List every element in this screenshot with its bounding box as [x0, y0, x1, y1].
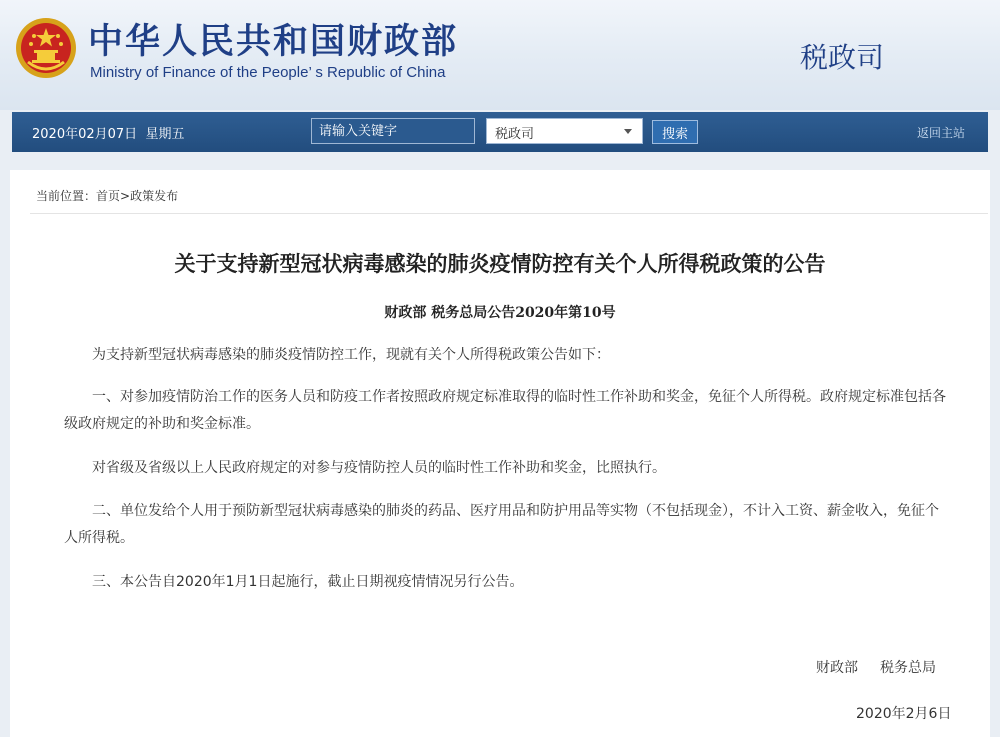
site-header [0, 0, 1000, 110]
article-panel [10, 170, 990, 737]
article-date: 2020年2月6日 [856, 706, 952, 722]
signatory-tax-bureau: 税务总局 [880, 660, 936, 676]
breadcrumb-home-link[interactable]: 首页 [96, 189, 121, 203]
nav-bar [12, 112, 988, 152]
breadcrumb-separator: > [120, 189, 131, 203]
search-button[interactable]: 搜索 [652, 120, 698, 144]
signatory-ministry: 财政部 [816, 660, 858, 676]
chevron-down-icon [624, 129, 632, 134]
current-date [32, 123, 184, 142]
article-title: 关于支持新型冠状病毒感染的肺炎疫情防控有关个人所得税政策的公告 [174, 252, 826, 276]
article-paragraph: 对省级及省级以上人民政府规定的对参与疫情防控人员的临时性工作补助和奖金，比照执行。 [92, 460, 666, 476]
ministry-name-chinese: 中华人民共和国财政部 [88, 21, 459, 62]
article-signatories [816, 657, 936, 677]
date-text: 2020年02月07日 [32, 127, 138, 142]
search-scope-value: 税政司 [495, 127, 535, 142]
article-paragraph: 二、单位发给个人用于预防新型冠状病毒感染的肺炎的药品、医疗用品和防护用品等实物（不包括现金），不计入工资、薪金收入，免征个人所得税。 [64, 503, 939, 546]
return-home-link[interactable]: 返回主站 [917, 126, 966, 140]
search-input[interactable] [311, 118, 475, 144]
breadcrumb-current-link[interactable]: 政策发布 [130, 189, 179, 203]
department-name: 税政司 [800, 41, 885, 74]
search-scope-select[interactable] [486, 118, 643, 144]
article-document-number: 财政部 税务总局公告2020年第10号 [384, 305, 616, 321]
article-paragraph: 三、本公告自2020年1月1日起施行，截止日期视疫情情况另行公告。 [92, 574, 524, 590]
article-paragraph: 为支持新型冠状病毒感染的肺炎疫情防控工作，现就有关个人所得税政策公告如下： [92, 347, 610, 363]
ministry-name-english: Ministry of Finance of the People’ s Republic of China [90, 64, 446, 81]
breadcrumb-prefix: 当前位置： [36, 189, 97, 203]
divider [30, 213, 988, 214]
weekday-text: 星期五 [145, 127, 185, 142]
national-emblem-icon [14, 16, 78, 80]
article-paragraph: 一、对参加疫情防治工作的医务人员和防疫工作者按照政府规定标准取得的临时性工作补助和奖金，免征个人所得税。政府规定标准包括各级政府规定的补助和奖金标准。 [64, 389, 946, 432]
breadcrumb [36, 187, 178, 204]
